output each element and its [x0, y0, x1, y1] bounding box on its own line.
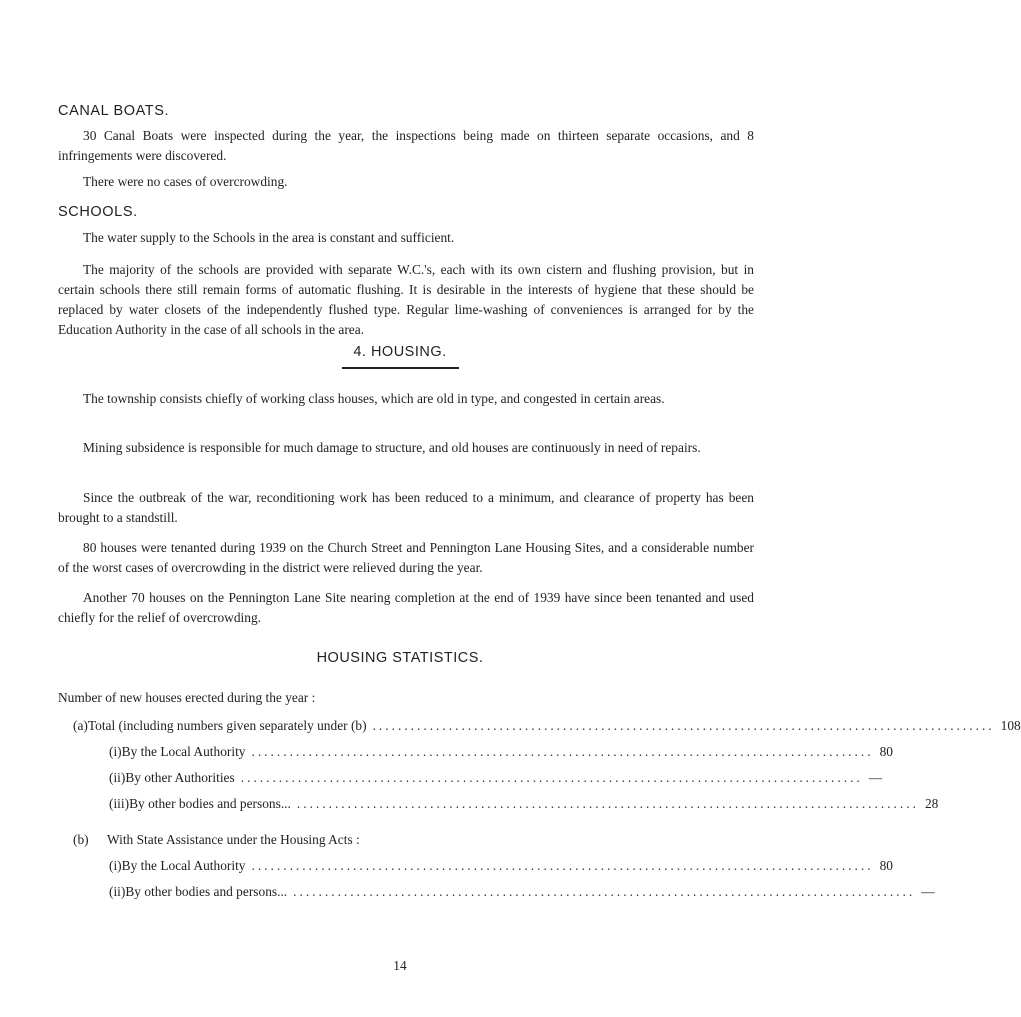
schools-paragraph-1: The water supply to the Schools in the area is constant and sufficient. [83, 230, 455, 245]
page-number: 14 [393, 958, 407, 973]
stat-text: By other Authorities [125, 770, 235, 785]
stat-text: By the Local Authority [121, 858, 246, 873]
stat-row-a-iii [109, 794, 939, 814]
stat-text: By the Local Authority [121, 744, 246, 759]
housing-statistics-title: HOUSING STATISTICS. [316, 650, 484, 666]
stat-value: — [868, 770, 883, 785]
stat-value: — [921, 884, 935, 899]
stat-label: (i) [109, 858, 122, 873]
stat-label: (ii) [109, 884, 126, 899]
stat-value: 80 [879, 858, 893, 873]
canal-boats-paragraph-1: 30 Canal Boats were inspected during the year, the inspections being made on thirteen separate occasions, and 8 infringements were discovered. [58, 128, 754, 163]
stat-label: (a) [73, 718, 88, 733]
title-underline [342, 367, 459, 369]
housing-paragraph-1: The township consists chiefly of working class houses, which are old in type, and congested in certain areas. [83, 391, 665, 406]
dot-leader: .................................................................................................. [293, 884, 916, 899]
stat-value: 28 [924, 796, 939, 811]
stat-row-b-i [109, 856, 893, 876]
housing-section-title: 4. HOUSING. [353, 344, 447, 360]
housing-paragraph-3: Since the outbreak of the war, reconditioning work has been reduced to a minimum, and clearance of property has been brought to a standstill. [58, 490, 754, 525]
stat-label: (iii) [109, 796, 130, 811]
stat-row-a-total [73, 716, 1021, 736]
dot-leader: .................................................................................................. [240, 770, 863, 785]
stat-row-b-ii [109, 882, 935, 902]
schools-heading: SCHOOLS. [58, 204, 138, 220]
stat-label: (b) [73, 832, 89, 847]
canal-boats-paragraph-2: There were no cases of overcrowding. [83, 174, 288, 189]
dot-leader: .................................................................................................. [296, 796, 919, 811]
stat-value: 80 [879, 744, 893, 759]
stat-row-a-i [109, 742, 893, 762]
dot-leader: .................................................................................................. [372, 718, 995, 733]
statistics-intro-text: Number of new houses erected during the year : [58, 690, 316, 705]
stat-text: By other bodies and persons... [125, 884, 288, 899]
stat-row-b-heading [73, 830, 710, 850]
stat-label: (ii) [109, 770, 126, 785]
statistics-intro [58, 688, 315, 708]
dot-leader: .................................................................................................. [251, 858, 874, 873]
housing-paragraph-5: Another 70 houses on the Pennington Lane Site nearing completion at the end of 1939 have since been tenanted and used chiefly for the relief of overcrowding. [58, 590, 754, 625]
schools-paragraph-2: The majority of the schools are provided with separate W.C.'s, each with its own cistern and flushing provision, but in certain schools there still remain forms of automatic flushing. It is desirable in the interests of hygiene that these should be replaced by water closets of the independently flushed type. Regular lime-washing of conveniences is arranged for by the Education Authority in the case of all schools in the area. [58, 262, 754, 337]
stat-label: (i) [109, 744, 122, 759]
dot-leader: .................................................................................................. [251, 744, 874, 759]
stat-value: 108 [1000, 718, 1021, 733]
stat-text: By other bodies and persons... [129, 796, 291, 811]
canal-boats-heading: CANAL BOATS. [58, 103, 170, 119]
housing-paragraph-2: Mining subsidence is responsible for much damage to structure, and old houses are continuously in need of repairs. [83, 440, 701, 455]
housing-paragraph-4: 80 houses were tenanted during 1939 on the Church Street and Pennington Lane Housing Sites, and a considerable number of the worst cases of overcrowding in the district were relieved during the year. [58, 540, 754, 575]
stat-row-a-ii [109, 768, 883, 788]
stat-text: With State Assistance under the Housing Acts : [107, 832, 360, 847]
stat-text: Total (including numbers given separately under (b) [87, 718, 367, 733]
